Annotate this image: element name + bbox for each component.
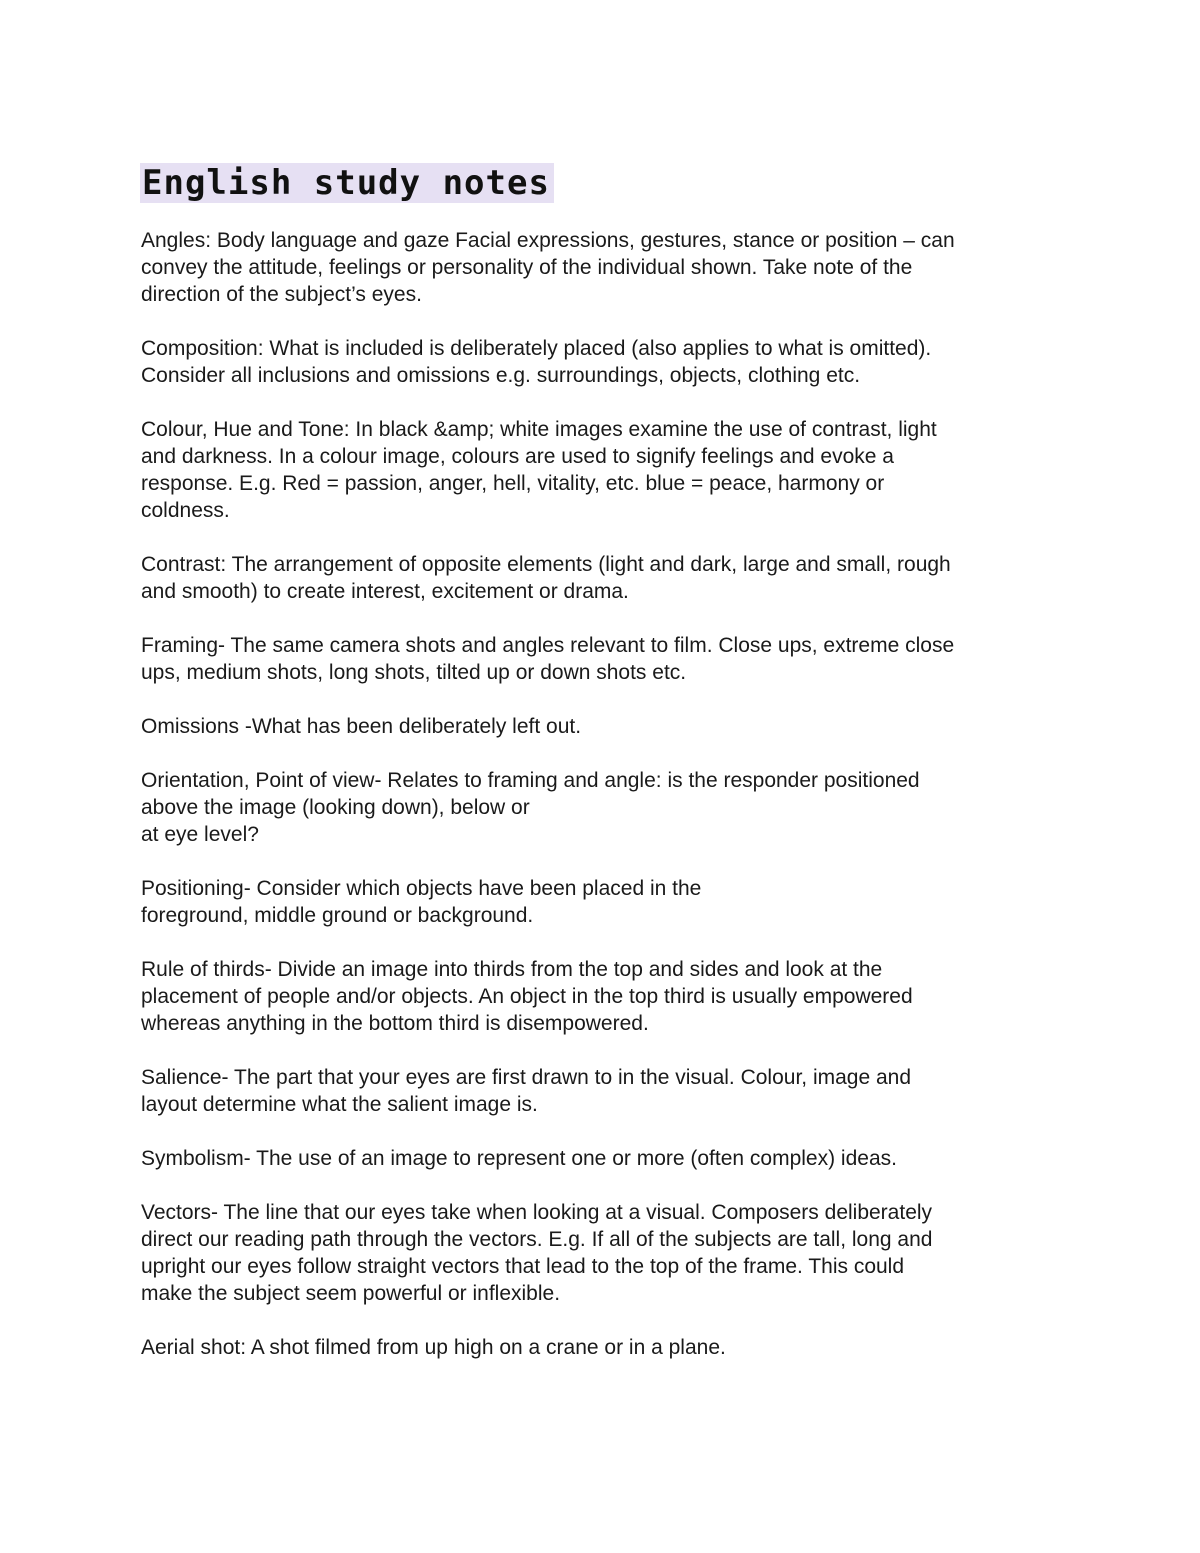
paragraph-composition: Composition: What is included is deliberately placed (also applies to what is omitted). Consider all inclusions and omissions e.g. surroundings, objects, clothing etc. [141,337,932,387]
paragraph-angles: Angles: Body language and gaze Facial expressions, gestures, stance or position – can convey the attitude, feelings or personality of the individual shown. Take note of the direction of the subject’s eyes. [141,229,955,306]
document-body [141,227,1071,1388]
paragraph-vectors: Vectors- The line that our eyes take when looking at a visual. Composers deliberately direct our reading path through the vectors. E.g. If all of the subjects are tall, long and upright our eyes follow straight vectors that lead to the top of the frame. This could make the subject seem powerful or inflexible. [141,1201,933,1305]
paragraph-rule-of-thirds: Rule of thirds- Divide an image into thirds from the top and sides and look at the placement of people and/or objects. An object in the top third is usually empowered whereas anything in the bottom third is disempowered. [141,958,913,1035]
paragraph-contrast: Contrast: The arrangement of opposite elements (light and dark, large and small, rough and smooth) to create interest, excitement or drama. [141,553,951,603]
paragraph-positioning: Positioning- Consider which objects have been placed in the foreground, middle ground or background. [141,877,702,927]
paragraph-colour-hue-tone: Colour, Hue and Tone: In black &amp; white images examine the use of contrast, light and darkness. In a colour image, colours are used to signify feelings and evoke a response. E.g. Red = passion, anger, hell, vitality, etc. blue = peace, harmony or coldness. [141,418,937,522]
paragraph-salience: Salience- The part that your eyes are first drawn to in the visual. Colour, image and layout determine what the salient image is. [141,1066,912,1116]
paragraph-orientation: Orientation, Point of view- Relates to framing and angle: is the responder positioned above the image (looking down), below or at eye level? [141,769,920,846]
paragraph-framing: Framing- The same camera shots and angles relevant to film. Close ups, extreme close ups, medium shots, long shots, tilted up or down shots etc. [141,634,955,684]
paragraph-symbolism: Symbolism- The use of an image to represent one or more (often complex) ideas. [141,1147,897,1170]
paragraph-omissions: Omissions -What has been deliberately left out. [141,715,582,738]
document-title: English study notes [140,163,554,203]
paragraph-aerial-shot: Aerial shot: A shot filmed from up high on a crane or in a plane. [141,1336,726,1359]
